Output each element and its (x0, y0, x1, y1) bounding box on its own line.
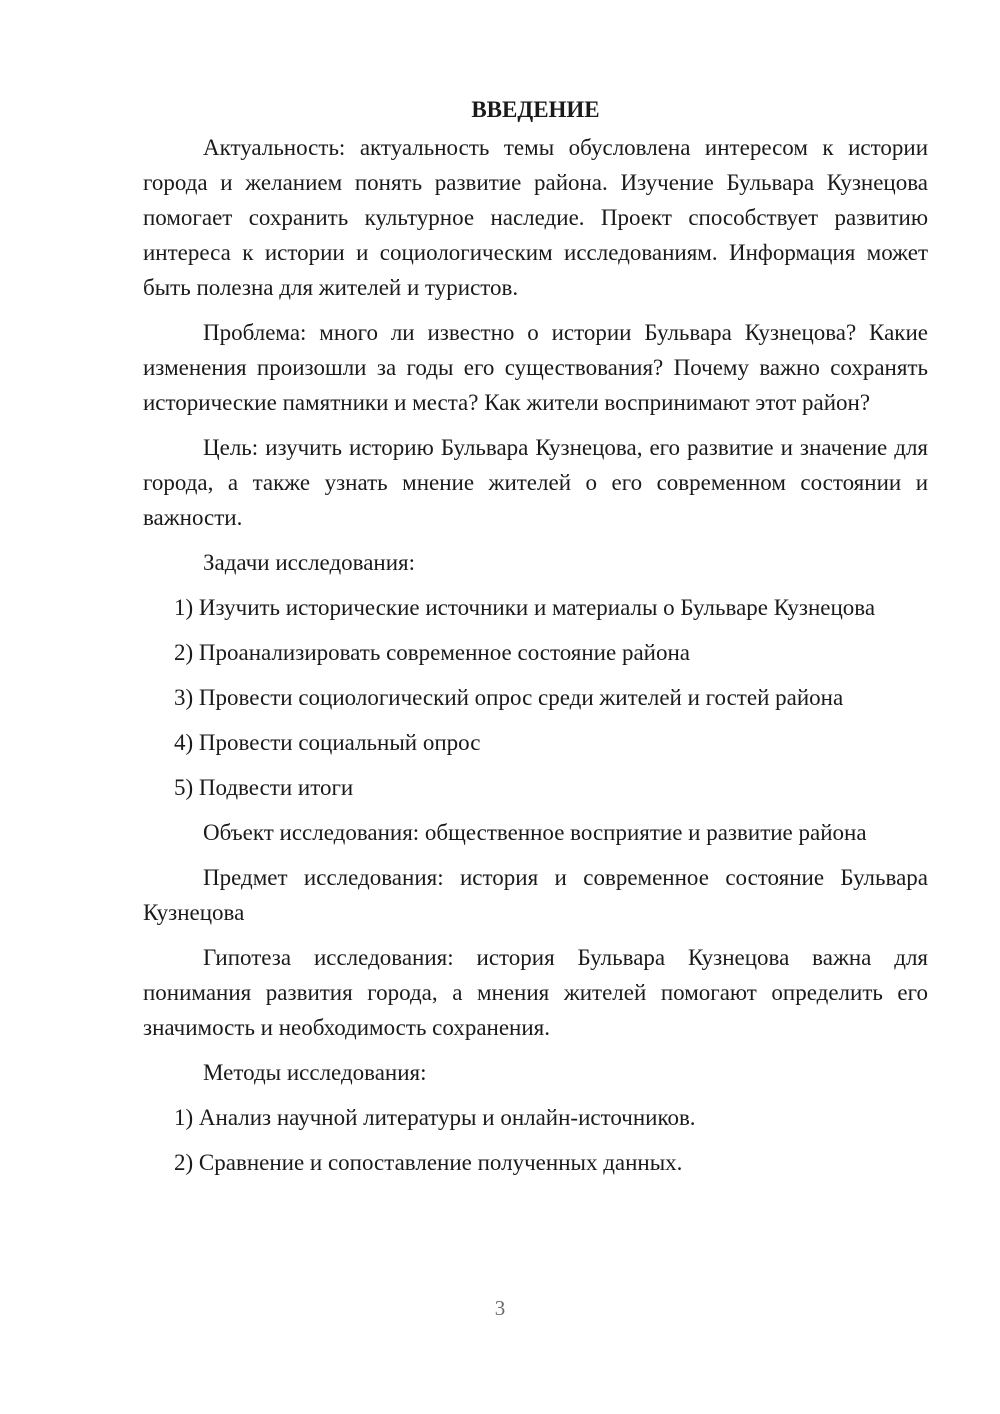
document-page (143, 92, 928, 1190)
object-paragraph: Объект исследования: общественное восприятие и развитие района (203, 820, 867, 845)
hypothesis-paragraph: Гипотеза исследования: история Бульвара Кузнецова важна для понимания развития города, а мнения жителей помогают определить его значимость и необходимость сохранения. (143, 945, 928, 1040)
task-item-2: 2) Проанализировать современное состояние района (174, 640, 690, 665)
task-item-1: 1) Изучить исторические источники и материалы о Бульваре Кузнецова (174, 595, 876, 620)
section-title: ВВЕДЕНИЕ (471, 97, 600, 122)
task-item-4: 4) Провести социальный опрос (174, 730, 481, 755)
subject-paragraph: Предмет исследования: история и современное состояние Бульвара Кузнецова (143, 865, 928, 925)
page-number: 3 (494, 1296, 506, 1320)
relevance-paragraph: Актуальность: актуальность темы обусловлена интересом к истории города и желанием понять развитие района. Изучение Бульвара Кузнецова помогает сохранить культурное наследие. Проект способствует развитию интереса к истории и социологическим исследованиям. Информация может быть полезна для жителей и туристов. (143, 135, 928, 300)
tasks-heading: Задачи исследования: (203, 550, 416, 575)
task-item-3: 3) Провести социологический опрос среди жителей и гостей района (174, 685, 844, 710)
task-item-5: 5) Подвести итоги (174, 775, 354, 800)
method-item-2: 2) Сравнение и сопоставление полученных данных. (174, 1150, 683, 1175)
goal-paragraph: Цель: изучить историю Бульвара Кузнецова, его развитие и значение для города, а также узнать мнение жителей о его современном состоянии и важности. (143, 435, 928, 530)
method-item-1: 1) Анализ научной литературы и онлайн-источников. (174, 1105, 696, 1130)
methods-heading: Методы исследования: (203, 1060, 427, 1085)
problem-paragraph: Проблема: много ли известно о истории Бульвара Кузнецова? Какие изменения произошли за годы его существования? Почему важно сохранять исторические памятники и места? Как жители воспринимают этот район? (143, 320, 928, 415)
